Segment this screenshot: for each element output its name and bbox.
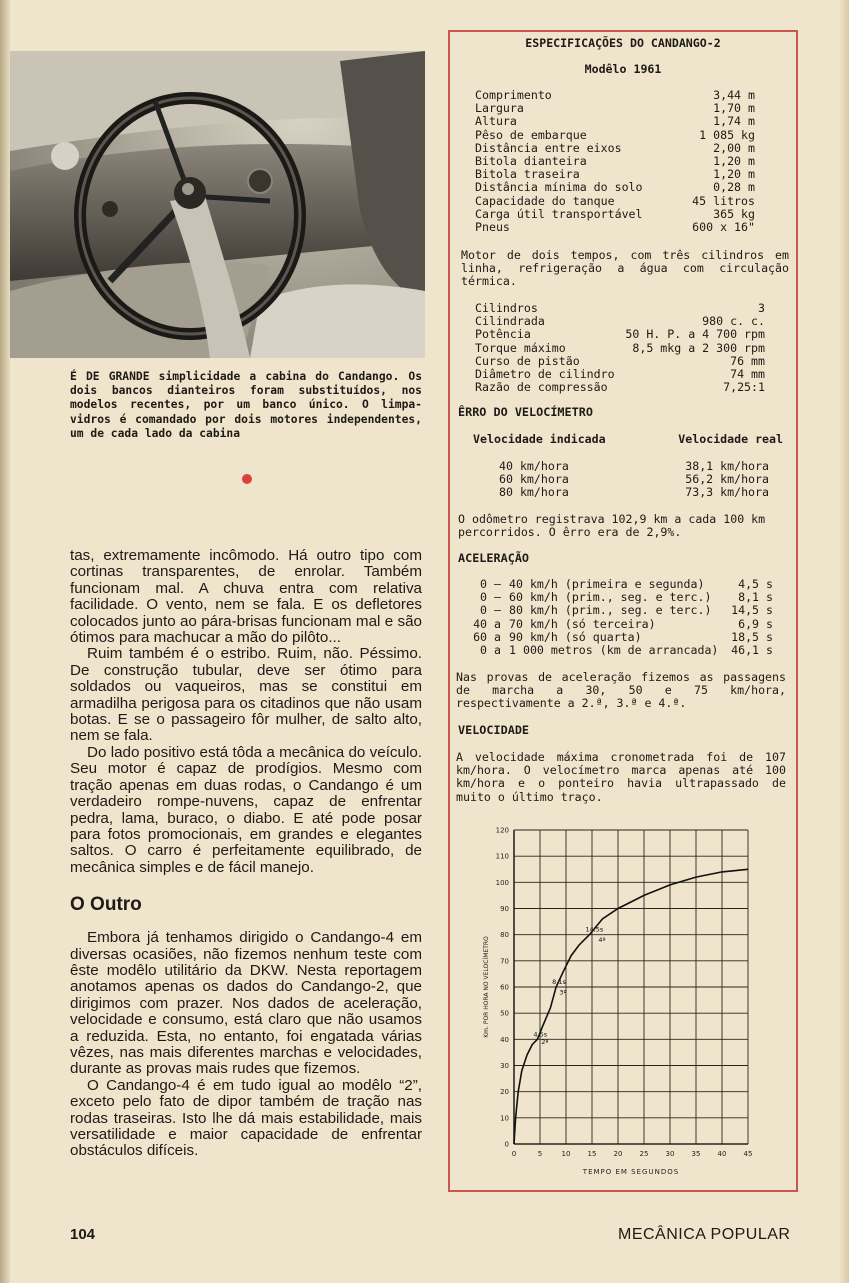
acceleration-cell: 40 a xyxy=(473,616,501,631)
acceleration-cell: 80 km/h (prim., seg. e terc.) xyxy=(509,603,712,618)
y-tick-label: 70 xyxy=(500,957,509,966)
engine-row-cell: Potência xyxy=(475,327,531,342)
x-tick-label: 5 xyxy=(537,1150,543,1158)
acceleration-row xyxy=(455,618,773,631)
article-paragraph: Embora já tenhamos dirigido o Candango-4 em diversas ocasiões, não fizemos nenhum teste com êste modêlo utilitário da DKW. Nesta reportagem anotamos apenas os dados do Candango-2, que dirigimos com prazer. Nos dados de aceleração, velocidade e consumo, está claro que não usamos a reduzida. Esta, no entanto, foi engatada várias vêzes, nas mais diferentes marchas e velocidades, durante as provas mais rudes que fizemos. xyxy=(70,929,422,1078)
speedo-error-row-cell: 73,3 km/hora xyxy=(685,485,769,500)
speedo-error-heading: ÊRRO DO VELOCÍMETRO xyxy=(458,405,593,419)
photo-caption: É DE GRANDE simplicidade a cabina do Candango. Os dois bancos dianteiros foram substituídos, nos modelos recentes, por um banco único. O limpa-vidros é comandado por dois motores independentes, um de cada lado da cabina xyxy=(70,370,422,440)
acceleration-cell: 4,5 s xyxy=(738,577,773,591)
acceleration-cell: 0 a xyxy=(480,643,501,658)
acceleration-cell: 6,9 s xyxy=(738,616,773,631)
dimension-row-cell: Altura xyxy=(475,114,517,129)
curve-annotation: 4,5s xyxy=(533,1030,548,1039)
dimension-row-cell: Bitola dianteira xyxy=(475,154,587,169)
engine-row-cell: 7,25:1 xyxy=(723,380,765,395)
acceleration-cell: 60 km/h (prim., seg. e terc.) xyxy=(509,590,712,605)
x-tick-label: 30 xyxy=(665,1150,675,1158)
speedo-error-row-cell: 80 km/hora xyxy=(499,485,569,500)
dimension-row-cell: Carga útil transportável xyxy=(475,206,643,221)
dimension-row xyxy=(475,129,755,142)
dimension-row-cell: 2,00 m xyxy=(713,140,755,155)
curve-annotation: 3ª xyxy=(559,988,567,997)
dimensions-table xyxy=(475,89,755,234)
page-edge xyxy=(839,0,849,1283)
speedo-error-row-cell: 56,2 km/hora xyxy=(685,472,769,487)
engine-row-cell: Razão de compressão xyxy=(475,380,608,395)
acceleration-cell: 0 — xyxy=(480,577,501,591)
x-tick-label: 15 xyxy=(587,1150,597,1158)
acceleration-cell: 18,5 s xyxy=(731,629,773,644)
dimension-row-cell: 1,20 m xyxy=(713,167,755,182)
y-tick-label: 80 xyxy=(500,931,509,940)
curve-annotation: 8,1s xyxy=(552,978,566,986)
dimension-row-cell: Pneus xyxy=(475,220,510,235)
dimension-row-cell: 3,44 m xyxy=(713,88,755,102)
dimension-row-cell: 0,28 m xyxy=(713,180,755,195)
acceleration-cell: 60 a xyxy=(473,629,501,644)
engine-row-cell: 980 c. c. xyxy=(702,314,765,329)
article-paragraph: tas, extremamente incômodo. Há outro tipo com cortinas transparentes, de enrolar. Também funcionam mal. A chuva entra com relativa facilidade. O vento, nem se fala. E os defletores colocados junto ao pára-brisas funcionam mal e são ótimos para machucar a mão do pilôto... xyxy=(70,547,422,647)
speedo-error-row-cell: 60 km/hora xyxy=(499,472,569,487)
x-tick-label: 0 xyxy=(511,1150,517,1158)
x-tick-label: 10 xyxy=(561,1150,571,1158)
speedo-error-row xyxy=(499,486,769,499)
speedo-error-row-cell: 38,1 km/hora xyxy=(685,459,769,473)
specs-model: Modêlo 1961 xyxy=(584,62,662,77)
specs-title: ESPECIFICAÇÕES DO CANDANGO-2 xyxy=(525,36,721,50)
engine-row-cell: Curso de pistão xyxy=(475,353,580,368)
acceleration-cell: 70 km/h (só terceira) xyxy=(509,616,656,631)
engine-row xyxy=(475,381,765,394)
y-tick-label: 20 xyxy=(500,1088,509,1097)
y-tick-label: 0 xyxy=(504,1140,509,1149)
article-paragraph: Do lado positivo está tôda a mecânica do veículo. Seu motor é capaz de prodígios. Mesmo com tração apenas em duas rodas, o Candango é um verdadeiro rompe-nuvens, capaz de enfrentar pedra, lama, buraco, o diabo. E até pode posar para fotos promocionais, em grandes e elegantes saltos. O carro é perfeitamente equilibrado, de mecânica simples e de fácil manejo. xyxy=(70,743,422,876)
dimension-row-cell: 365 kg xyxy=(713,206,755,221)
acceleration-note: Nas provas de aceleração fizemos as passagens de marcha a 30, 50 e 75 km/hora, respectivamente a 2.ª, 3.ª e 4.ª. xyxy=(456,670,786,711)
speedo-error-table xyxy=(499,460,769,500)
subhead: O Outro xyxy=(70,894,142,916)
red-dot-mark xyxy=(242,474,252,484)
x-tick-label: 40 xyxy=(717,1150,727,1158)
engine-row-cell: Cilindros xyxy=(475,301,538,315)
article-paragraph: O Candango-4 é em tudo igual ao modêlo “2”, exceto pelo fato de dipor também de tração nas rodas traseiras. Isto lhe dá mais estabilidade, mais versatilidade e maior capacidade de enfrentar obstáculos difíceis. xyxy=(70,1076,422,1160)
engine-row xyxy=(475,328,765,341)
acceleration-cell: 14,5 s xyxy=(731,603,773,618)
speedo-error-row-cell: 40 km/hora xyxy=(499,459,569,473)
engine-row-cell: 8,5 mkg a 2 300 rpm xyxy=(632,340,765,355)
dimension-row-cell: Capacidade do tanque xyxy=(475,193,615,208)
acceleration-table xyxy=(455,578,773,657)
col-real: Velocidade real xyxy=(678,432,783,446)
y-tick-label: 110 xyxy=(495,852,509,861)
engine-row-cell: Cilindrada xyxy=(475,314,545,329)
y-tick-label: 40 xyxy=(500,1035,509,1044)
motor-description: Motor de dois tempos, com três cilindros em linha, refrigeração a água com circulação térmica. xyxy=(461,248,789,289)
y-tick-label: 90 xyxy=(500,905,509,913)
x-axis-label: TEMPO EM SEGUNDOS xyxy=(582,1168,680,1176)
x-tick-label: 20 xyxy=(613,1150,623,1158)
odometer-note: O odômetro registrava 102,9 km a cada 100 km percorridos. O êrro era de 2,9%. xyxy=(458,512,766,540)
acceleration-cell: 0 — xyxy=(480,590,501,605)
dimension-row-cell: 45 litros xyxy=(692,193,755,208)
engine-table xyxy=(475,302,765,394)
acceleration-cell: 40 km/h (primeira e segunda) xyxy=(509,577,705,591)
acceleration-row xyxy=(455,604,773,617)
engine-row-cell: 74 mm xyxy=(730,367,765,382)
dimension-row-cell: Pêso de embarque xyxy=(475,127,587,142)
engine-row-cell: Diâmetro de cilindro xyxy=(475,367,615,382)
dimension-row-cell: 1,20 m xyxy=(713,154,755,169)
y-tick-label: 50 xyxy=(500,1009,509,1018)
dimension-row-cell: 600 x 16" xyxy=(692,220,755,235)
engine-row xyxy=(475,342,765,355)
acceleration-heading: ACELERAÇÃO xyxy=(458,551,530,565)
acceleration-chart xyxy=(466,818,792,1188)
dimension-row-cell: Distância entre eixos xyxy=(475,140,622,155)
engine-row-cell: 50 H. P. a 4 700 rpm xyxy=(625,327,765,342)
dimension-row-cell: 1 085 kg xyxy=(699,127,755,142)
acceleration-cell: 90 km/h (só quarta) xyxy=(509,629,642,644)
cabin-photo xyxy=(10,51,425,358)
dimension-row xyxy=(475,115,755,128)
dimension-row xyxy=(475,221,755,234)
acceleration-curve xyxy=(514,869,748,1144)
y-tick-label: 120 xyxy=(495,826,509,835)
binding-shadow xyxy=(0,0,10,1283)
dimension-row xyxy=(475,195,755,208)
curve-annotation: 4ª xyxy=(598,936,606,945)
y-tick-label: 30 xyxy=(500,1062,509,1070)
acceleration-cell: 8,1 s xyxy=(738,590,773,605)
engine-row-cell: Torque máximo xyxy=(475,340,566,355)
dimension-row-cell: Distância mínima do solo xyxy=(475,180,643,195)
dimension-row-cell: Largura xyxy=(475,101,524,116)
article-column xyxy=(70,548,422,1160)
dimension-row-cell: Comprimento xyxy=(475,88,552,102)
speed-note: A velocidade máxima cronometrada foi de 107 km/hora. O velocímetro marca apenas até 100 km/hora e o ponteiro havia ultrapassado de muito o último traço. xyxy=(456,750,786,804)
col-indicated: Velocidade indicada xyxy=(473,432,606,446)
engine-row-cell: 76 mm xyxy=(730,353,765,368)
dimension-row-cell: 1,70 m xyxy=(713,101,755,116)
x-tick-label: 35 xyxy=(691,1150,701,1158)
curve-annotation: 2ª xyxy=(541,1038,549,1047)
y-tick-label: 60 xyxy=(500,983,509,992)
dimension-row xyxy=(475,181,755,194)
acceleration-row xyxy=(455,644,773,657)
dimension-row-cell: 1,74 m xyxy=(713,114,755,129)
curve-annotation: 14,5s xyxy=(585,925,604,934)
magazine-name: MECÂNICA POPULAR xyxy=(618,1226,791,1243)
acceleration-cell: 1 000 metros (km de arrancada) xyxy=(509,643,719,658)
x-tick-label: 25 xyxy=(639,1150,649,1158)
page-number: 104 xyxy=(70,1226,96,1243)
y-axis-label: Km. POR HORA NO VELOCÍMETRO xyxy=(483,936,490,1038)
x-tick-label: 45 xyxy=(743,1150,753,1158)
article-paragraph: Ruim também é o estribo. Ruim, não. Péssimo. De construção tubular, deve ser ótimo para soldados ou vaqueiros, mas se constitui em armadilha perigosa para os citadinos que não usam botas. E se o passageiro fôr mulher, de salto alto, nem se fala. xyxy=(70,645,422,745)
engine-row-cell: 3 xyxy=(758,301,765,315)
y-tick-label: 100 xyxy=(495,878,509,887)
acceleration-cell: 0 — xyxy=(480,603,501,618)
y-tick-label: 10 xyxy=(500,1114,509,1123)
dimension-row-cell: Bitola traseira xyxy=(475,167,580,182)
acceleration-cell: 46,1 s xyxy=(731,643,773,658)
speed-heading: VELOCIDADE xyxy=(458,723,530,737)
